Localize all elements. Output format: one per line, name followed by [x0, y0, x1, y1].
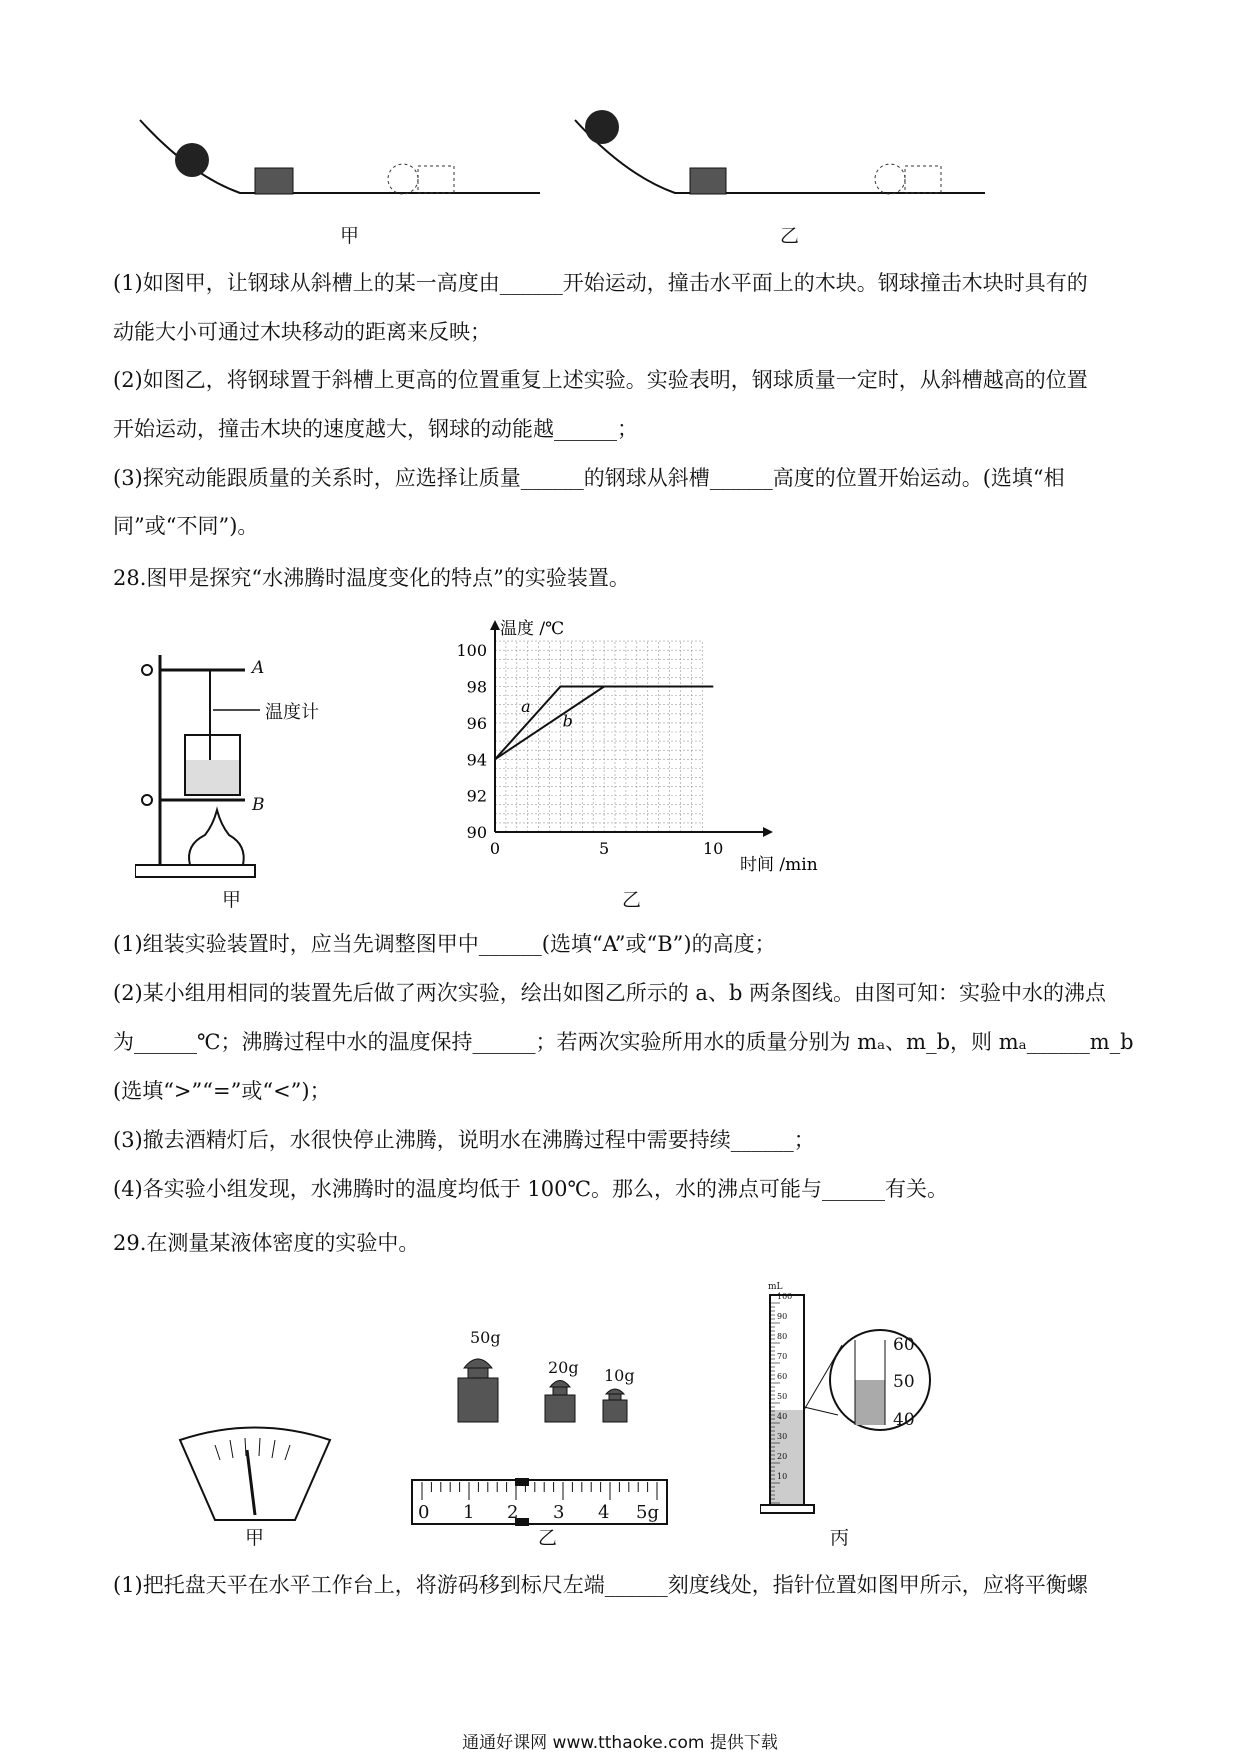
apparatus-caption: 甲	[222, 889, 242, 911]
ruler-label-1: 1	[463, 1502, 475, 1523]
q29-p1: (1)把托盘天平在水平工作台上，将游码移到标尺左端______刻度线处，指针位置如图甲所示，应将平衡螺	[113, 1573, 1088, 1597]
cylinder-scale-label: 30	[777, 1432, 788, 1441]
knob-b	[142, 795, 152, 805]
zoom-label-60: 60	[893, 1335, 915, 1355]
cylinder-unit: mL	[768, 1282, 783, 1292]
ruler-label-0: 0	[418, 1502, 430, 1523]
cylinder-scale-label: 20	[777, 1452, 788, 1461]
cylinder-scale-label: 90	[777, 1312, 788, 1321]
q28-title: 28.图甲是探究“水沸腾时温度变化的特点”的实验装置。	[113, 566, 630, 590]
cylinder-scale-label: 100	[777, 1292, 793, 1301]
x-tick-label: 10	[703, 839, 724, 858]
fig-top-caption-left: 甲	[340, 225, 360, 247]
cylinder-scale-label: 10	[777, 1472, 788, 1481]
q28-p3: (3)撤去酒精灯后，水很快停止沸腾，说明水在沸腾过程中需要持续______；	[113, 1128, 815, 1152]
q27-p2-line1: (2)如图乙，将钢球置于斜槽上更高的位置重复上述实验。实验表明，钢球质量一定时，从斜槽越高的位置	[113, 368, 1088, 392]
y-tick-label: 100	[456, 641, 487, 661]
ball-dashed-left	[388, 164, 418, 194]
boiling-apparatus	[135, 640, 335, 880]
y-tick-label: 96	[466, 713, 487, 733]
fig-top-caption-right: 乙	[780, 225, 800, 247]
x-tick-label: 5	[598, 839, 610, 858]
weight-20g	[545, 1381, 575, 1423]
q27-p2-line2: 开始运动，撞击木块的速度越大，钢球的动能越______；	[113, 417, 638, 441]
wood-block-left	[255, 168, 293, 194]
cylinder-scale-label: 80	[777, 1332, 788, 1341]
apparatus-label-b: B	[252, 795, 265, 815]
y-axis-label: 温度 /℃	[500, 619, 565, 639]
q27-p1-line1: (1)如图甲，让钢球从斜槽上的某一高度由______开始运动，撞击水平面上的木块。钢球撞击木块时具有的	[113, 271, 1088, 295]
ruler-label-5g: 5g	[636, 1502, 659, 1523]
cylinder-scale-label: 60	[777, 1372, 788, 1381]
fig-cylinder-caption: 丙	[830, 1527, 850, 1549]
steel-ball-left	[175, 143, 209, 177]
zoom-label-40: 40	[893, 1410, 915, 1430]
y-tick-label: 98	[466, 677, 487, 697]
y-tick-label: 94	[466, 750, 487, 770]
x-tick-label: 0	[489, 839, 501, 858]
ruler-label-2: 2	[507, 1502, 519, 1523]
temperature-time-chart	[440, 612, 840, 882]
zoom-liquid	[855, 1380, 885, 1425]
q28-p2-line1: (2)某小组用相同的装置先后做了两次实验，绘出如图乙所示的 a、b 两条图线。由图可知：实验中水的沸点	[113, 981, 1107, 1005]
ruler-label-3: 3	[553, 1502, 565, 1523]
block-dashed-right	[905, 166, 941, 193]
rider	[515, 1478, 529, 1486]
steel-ball-right	[585, 110, 619, 144]
q28-p1: (1)组装实验装置时，应当先调整图甲中______(选填“A”或“B”)的高度；	[113, 932, 776, 956]
wood-block-right	[690, 168, 726, 194]
apparatus-label-thermometer: 温度计	[265, 702, 319, 723]
chart-grid	[495, 641, 702, 832]
y-axis-arrow	[490, 620, 500, 630]
series-label-a: a	[521, 697, 531, 716]
x-axis-arrow	[763, 827, 773, 837]
page-footer: 通通好课网 www.tthaoke.com 提供下载	[462, 1733, 778, 1753]
weight-label-10g: 10g	[604, 1366, 635, 1385]
balance-ruler	[410, 1478, 670, 1528]
y-tick-label: 90	[466, 823, 487, 842]
series-label-b: b	[562, 711, 573, 731]
balance-pointer	[247, 1450, 255, 1515]
q28-p2-line2: 为______℃；沸腾过程中水的温度保持______；若两次实验所用水的质量分别为 mₐ、m_b，则 mₐ______m_b	[113, 1030, 1134, 1054]
ramp-figures	[120, 95, 1000, 240]
q28-p4: (4)各实验小组发现，水沸腾时的温度均低于 100℃。那么，水的沸点可能与______有关。	[113, 1177, 948, 1201]
knob-a	[142, 665, 152, 675]
weight-10g	[603, 1389, 627, 1422]
q29-title: 29.在测量某液体密度的实验中。	[113, 1231, 420, 1255]
ball-dashed-right	[875, 164, 905, 194]
ramp-right	[575, 120, 985, 193]
apparatus-label-a: A	[252, 658, 265, 678]
cylinder-scale-label: 50	[777, 1392, 788, 1401]
cylinder-scale-label: 40	[777, 1412, 788, 1421]
y-tick-label: 92	[466, 786, 487, 806]
ruler-label-4: 4	[598, 1502, 610, 1523]
q28-p2-line3: (选填“>”“=”或“<”)；	[113, 1079, 331, 1103]
q27-p3-line2: 同”或“不同”)。	[113, 514, 259, 538]
fig-balance-caption: 甲	[245, 1527, 265, 1549]
q27-p3-line1: (3)探究动能跟质量的关系时，应选择让质量______的钢球从斜槽______高度的位置开始运动。(选填“相	[113, 466, 1065, 490]
fig-weights-caption: 乙	[538, 1527, 558, 1549]
alcohol-lamp	[189, 810, 244, 865]
stand-base	[135, 865, 255, 877]
balance-dial	[175, 1420, 335, 1530]
zoom-label-50: 50	[893, 1372, 915, 1392]
block-dashed-left	[418, 166, 454, 193]
weight-label-20g: 20g	[548, 1358, 579, 1377]
graph-caption: 乙	[622, 889, 642, 911]
cylinder-scale-label: 70	[777, 1352, 788, 1361]
q27-p1-line2: 动能大小可通过木块移动的距离来反映；	[113, 320, 491, 344]
x-axis-label: 时间 /min	[740, 855, 818, 875]
weight-50g	[458, 1359, 498, 1422]
water	[186, 760, 239, 794]
weight-label-50g: 50g	[470, 1328, 501, 1347]
